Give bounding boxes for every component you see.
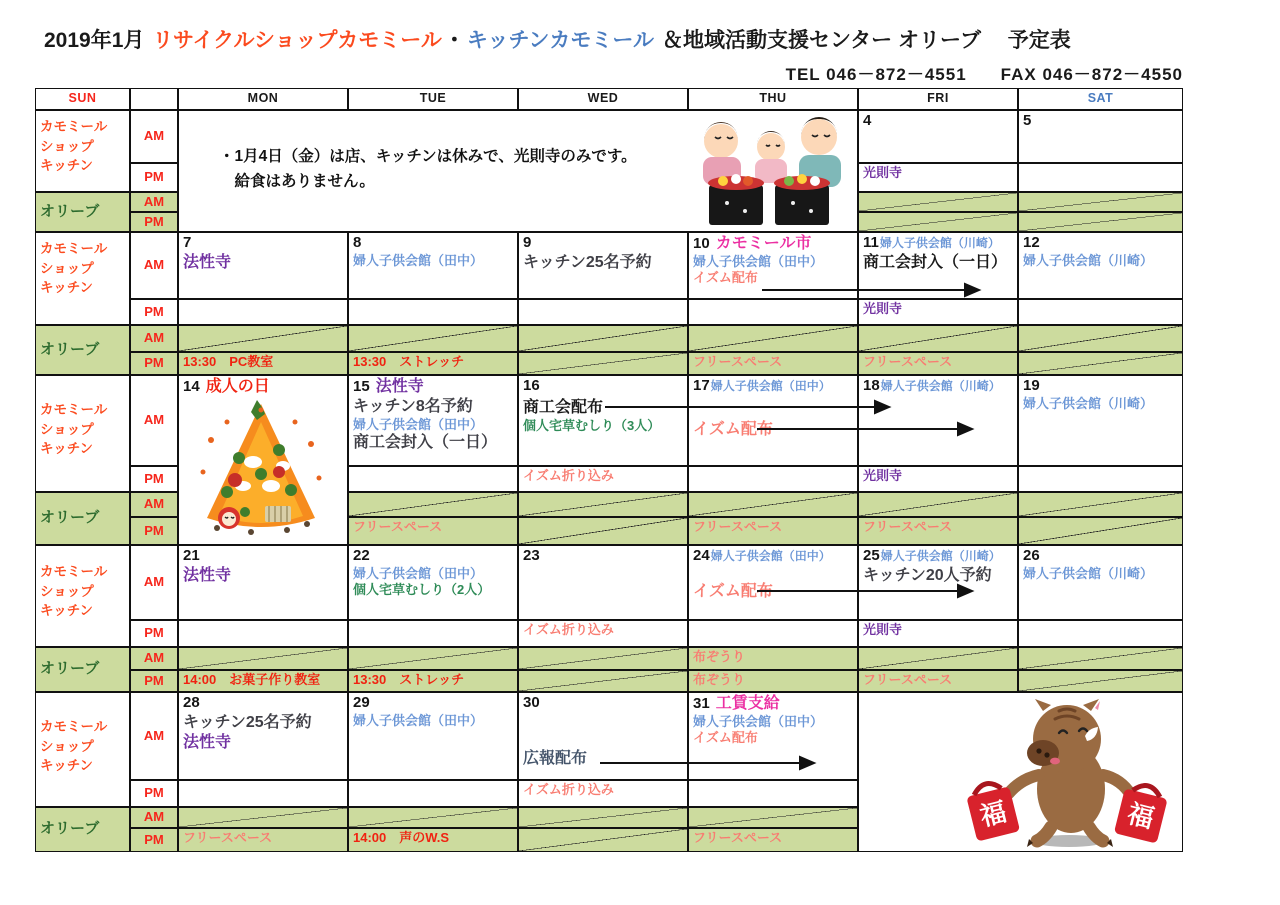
olive-closed-cell bbox=[1018, 517, 1183, 545]
empty-pm-cell bbox=[348, 299, 518, 325]
olive-closed-cell bbox=[858, 647, 1018, 670]
olive-closed-cell bbox=[518, 670, 688, 692]
header-sun: SUN bbox=[35, 88, 130, 110]
day-cell-jan31: 31 工賃支給 婦人子供会館（田中） イズム配布 bbox=[688, 692, 858, 780]
olive-closed-cell bbox=[518, 517, 688, 545]
olive-closed-cell bbox=[858, 492, 1018, 517]
header-tue: TUE bbox=[348, 88, 518, 110]
header-sat: SAT bbox=[1018, 88, 1183, 110]
day-cell-jan18: 18 婦人子供会館（川崎） bbox=[858, 375, 1018, 466]
day-cell-jan11: 11 婦人子供会館（川崎） 商工会封入（一日） bbox=[858, 232, 1018, 299]
day-cell-jan5: 5 bbox=[1018, 110, 1183, 163]
day-cell-jan12: 12 婦人子供会館（川崎） bbox=[1018, 232, 1183, 299]
pm-label: PM bbox=[130, 828, 178, 852]
day-cell-jan15: 15 法性寺 キッチン8名予約 婦人子供会館（田中） 商工会封入（一日） bbox=[348, 375, 518, 466]
day-cell-jan14-holiday: 14 成人の日 bbox=[178, 375, 348, 545]
calendar-table bbox=[35, 88, 1183, 852]
pm-label: PM bbox=[130, 780, 178, 807]
olive-closed-cell bbox=[1018, 212, 1183, 232]
olive-closed-cell bbox=[178, 647, 348, 670]
olive-event-free-space: フリースペース bbox=[178, 828, 348, 852]
pm-cell-kousokuji: 光則寺 bbox=[858, 299, 1018, 325]
row-label-olive: オリーブ bbox=[35, 807, 130, 852]
olive-event-pc-class: 13:30 PC教室 bbox=[178, 352, 348, 375]
row-label-olive: オリーブ bbox=[35, 492, 130, 545]
olive-closed-cell bbox=[348, 807, 518, 828]
pm-label: PM bbox=[130, 299, 178, 325]
olive-closed-cell bbox=[518, 492, 688, 517]
holiday-note: ・1月4日（金）は店、キッチンは休みで、光則寺のみです。 給食はありません。 bbox=[219, 148, 637, 190]
pm-cell-izumu-orikomi: イズム折り込み bbox=[518, 620, 688, 647]
day-cell-jan17: 17 婦人子供会館（田中） イズム配布 bbox=[688, 375, 858, 466]
am-label: AM bbox=[130, 192, 178, 212]
title-shop-name: リサイクルショップカモミール bbox=[152, 29, 442, 52]
pm-cell-izumu-orikomi: イズム折り込み bbox=[518, 466, 688, 492]
olive-event-free-space: フリースペース bbox=[348, 517, 518, 545]
empty-pm-cell bbox=[688, 466, 858, 492]
pm-label: PM bbox=[130, 212, 178, 232]
empty-pm-cell bbox=[1018, 299, 1183, 325]
am-label: AM bbox=[130, 325, 178, 352]
day-cell-jan29: 29 婦人子供会館（田中） bbox=[348, 692, 518, 780]
olive-event-free-space: フリースペース bbox=[858, 670, 1018, 692]
olive-closed-cell bbox=[858, 192, 1018, 212]
dondoyaki-bonfire-illustration bbox=[187, 400, 335, 538]
am-label: AM bbox=[130, 807, 178, 828]
am-label: AM bbox=[130, 492, 178, 517]
title-separator: ・ bbox=[443, 29, 465, 52]
empty-pm-cell bbox=[688, 299, 858, 325]
day-cell-jan7: 7 法性寺 bbox=[178, 232, 348, 299]
row-label-shop-kitchen: カモミール ショップ キッチン bbox=[35, 110, 130, 192]
olive-closed-cell bbox=[348, 325, 518, 352]
olive-closed-cell bbox=[858, 212, 1018, 232]
header-thu: THU bbox=[688, 88, 858, 110]
title-kitchen-name: キッチンカモミール bbox=[466, 29, 654, 52]
page-title bbox=[44, 24, 1071, 54]
contact-line bbox=[786, 60, 1183, 85]
family-osechi-illustration bbox=[691, 113, 853, 231]
pm-cell-kousokuji: 光則寺 bbox=[858, 466, 1018, 492]
empty-pm-cell bbox=[348, 466, 518, 492]
row-label-shop-kitchen: カモミール ショップ キッチン bbox=[35, 375, 130, 492]
day-cell-jan28: 28 キッチン25名予約 法性寺 bbox=[178, 692, 348, 780]
olive-event-nuno-zouri: 布ぞうり bbox=[688, 670, 858, 692]
olive-closed-cell bbox=[518, 352, 688, 375]
day-cell-jan4: 4 bbox=[858, 110, 1018, 163]
svg-text:福: 福 bbox=[1124, 798, 1158, 834]
pm-label: PM bbox=[130, 163, 178, 192]
olive-event-free-space: フリースペース bbox=[688, 352, 858, 375]
fax-number: FAX 046－872－4550 bbox=[1000, 65, 1183, 84]
day-cell-jan22: 22 婦人子供会館（田中） 個人宅草むしり（2人） bbox=[348, 545, 518, 620]
holiday-seijin-no-hi: 成人の日 bbox=[205, 378, 270, 395]
olive-event-free-space: フリースペース bbox=[858, 352, 1018, 375]
olive-closed-cell bbox=[178, 325, 348, 352]
empty-pm-cell bbox=[1018, 163, 1183, 192]
olive-event-nuno-zouri: 布ぞうり bbox=[688, 647, 858, 670]
empty-pm-cell bbox=[688, 780, 858, 807]
olive-closed-cell bbox=[688, 492, 858, 517]
olive-event-free-space: フリースペース bbox=[858, 517, 1018, 545]
olive-closed-cell bbox=[518, 807, 688, 828]
event-kamomiru-ichi: カモミール市 bbox=[715, 235, 812, 252]
empty-pm-cell bbox=[688, 620, 858, 647]
olive-event-stretch: 13:30 ストレッチ bbox=[348, 670, 518, 692]
am-label: AM bbox=[130, 110, 178, 163]
olive-closed-cell bbox=[1018, 192, 1183, 212]
empty-pm-cell bbox=[518, 299, 688, 325]
svg-text:福: 福 bbox=[976, 796, 1010, 832]
row-label-olive: オリーブ bbox=[35, 325, 130, 375]
olive-closed-cell bbox=[1018, 325, 1183, 352]
pm-label: PM bbox=[130, 670, 178, 692]
olive-closed-cell bbox=[518, 325, 688, 352]
day-cell-jan10: 10 カモミール市 婦人子供会館（田中） イズム配布 bbox=[688, 232, 858, 299]
day-cell-jan19: 19 婦人子供会館（川崎） bbox=[1018, 375, 1183, 466]
olive-closed-cell bbox=[348, 492, 518, 517]
day-cell-jan4-pm: 光則寺 bbox=[858, 163, 1018, 192]
olive-event-voice-ws: 14:00 声のW.S bbox=[348, 828, 518, 852]
am-label: AM bbox=[130, 232, 178, 299]
empty-pm-cell bbox=[178, 299, 348, 325]
day-cell-jan26: 26 婦人子供会館（川崎） bbox=[1018, 545, 1183, 620]
day-cell-jan9: 9 キッチン25名予約 bbox=[518, 232, 688, 299]
am-label: AM bbox=[130, 647, 178, 670]
row-label-shop-kitchen: カモミール ショップ キッチン bbox=[35, 232, 130, 325]
olive-closed-cell bbox=[858, 325, 1018, 352]
header-mon: MON bbox=[178, 88, 348, 110]
am-label: AM bbox=[130, 375, 178, 466]
header-fri: FRI bbox=[858, 88, 1018, 110]
title-rest: ＆地域活動支援センター オリーブ 予定表 bbox=[662, 29, 1071, 52]
olive-closed-cell bbox=[1018, 492, 1183, 517]
day-cell-jan24: 24 婦人子供会館（田中） イズム配布 bbox=[688, 545, 858, 620]
olive-closed-cell bbox=[688, 325, 858, 352]
pm-label: PM bbox=[130, 517, 178, 545]
day-cell-jan30: 30 広報配布 bbox=[518, 692, 688, 780]
olive-closed-cell bbox=[688, 807, 858, 828]
row-label-shop-kitchen: カモミール ショップ キッチン bbox=[35, 545, 130, 647]
olive-closed-cell bbox=[518, 828, 688, 852]
header-ampm-spacer bbox=[130, 88, 178, 110]
row-label-shop-kitchen: カモミール ショップ キッチン bbox=[35, 692, 130, 807]
olive-closed-cell bbox=[178, 807, 348, 828]
empty-pm-cell bbox=[348, 620, 518, 647]
new-year-boar-illustration bbox=[959, 697, 1174, 849]
week5-boar-cell bbox=[858, 692, 1183, 852]
am-label: AM bbox=[130, 692, 178, 780]
empty-pm-cell bbox=[348, 780, 518, 807]
day-cell-jan8: 8 婦人子供会館（田中） bbox=[348, 232, 518, 299]
pm-label: PM bbox=[130, 620, 178, 647]
olive-event-free-space: フリースペース bbox=[688, 517, 858, 545]
row-label-olive: オリーブ bbox=[35, 647, 130, 692]
empty-pm-cell bbox=[178, 780, 348, 807]
olive-event-sweets-class: 14:00 お菓子作り教室 bbox=[178, 670, 348, 692]
am-label: AM bbox=[130, 545, 178, 620]
olive-closed-cell bbox=[348, 647, 518, 670]
olive-closed-cell bbox=[1018, 670, 1183, 692]
olive-closed-cell bbox=[1018, 647, 1183, 670]
olive-closed-cell bbox=[1018, 352, 1183, 375]
event-kouchin-shikyuu: 工賃支給 bbox=[715, 695, 780, 712]
header-wed: WED bbox=[518, 88, 688, 110]
empty-pm-cell bbox=[1018, 620, 1183, 647]
week1-note-cell bbox=[178, 110, 858, 232]
row-label-olive: オリーブ bbox=[35, 192, 130, 232]
day-cell-jan23: 23 bbox=[518, 545, 688, 620]
pm-cell-izumu-orikomi: イズム折り込み bbox=[518, 780, 688, 807]
olive-closed-cell bbox=[518, 647, 688, 670]
empty-pm-cell bbox=[178, 620, 348, 647]
empty-pm-cell bbox=[1018, 466, 1183, 492]
day-cell-jan21: 21 法性寺 bbox=[178, 545, 348, 620]
olive-event-stretch: 13:30 ストレッチ bbox=[348, 352, 518, 375]
pm-cell-kousokuji: 光則寺 bbox=[858, 620, 1018, 647]
olive-event-free-space: フリースペース bbox=[688, 828, 858, 852]
day-cell-jan16: 16 商工会配布 個人宅草むしり（3人） bbox=[518, 375, 688, 466]
tel-number: TEL 046－872－4551 bbox=[785, 65, 967, 84]
pm-label: PM bbox=[130, 352, 178, 375]
day-cell-jan25: 25 婦人子供会館（川崎） キッチン20人予約 bbox=[858, 545, 1018, 620]
pm-label: PM bbox=[130, 466, 178, 492]
title-month: 2019年1月 bbox=[44, 29, 145, 52]
